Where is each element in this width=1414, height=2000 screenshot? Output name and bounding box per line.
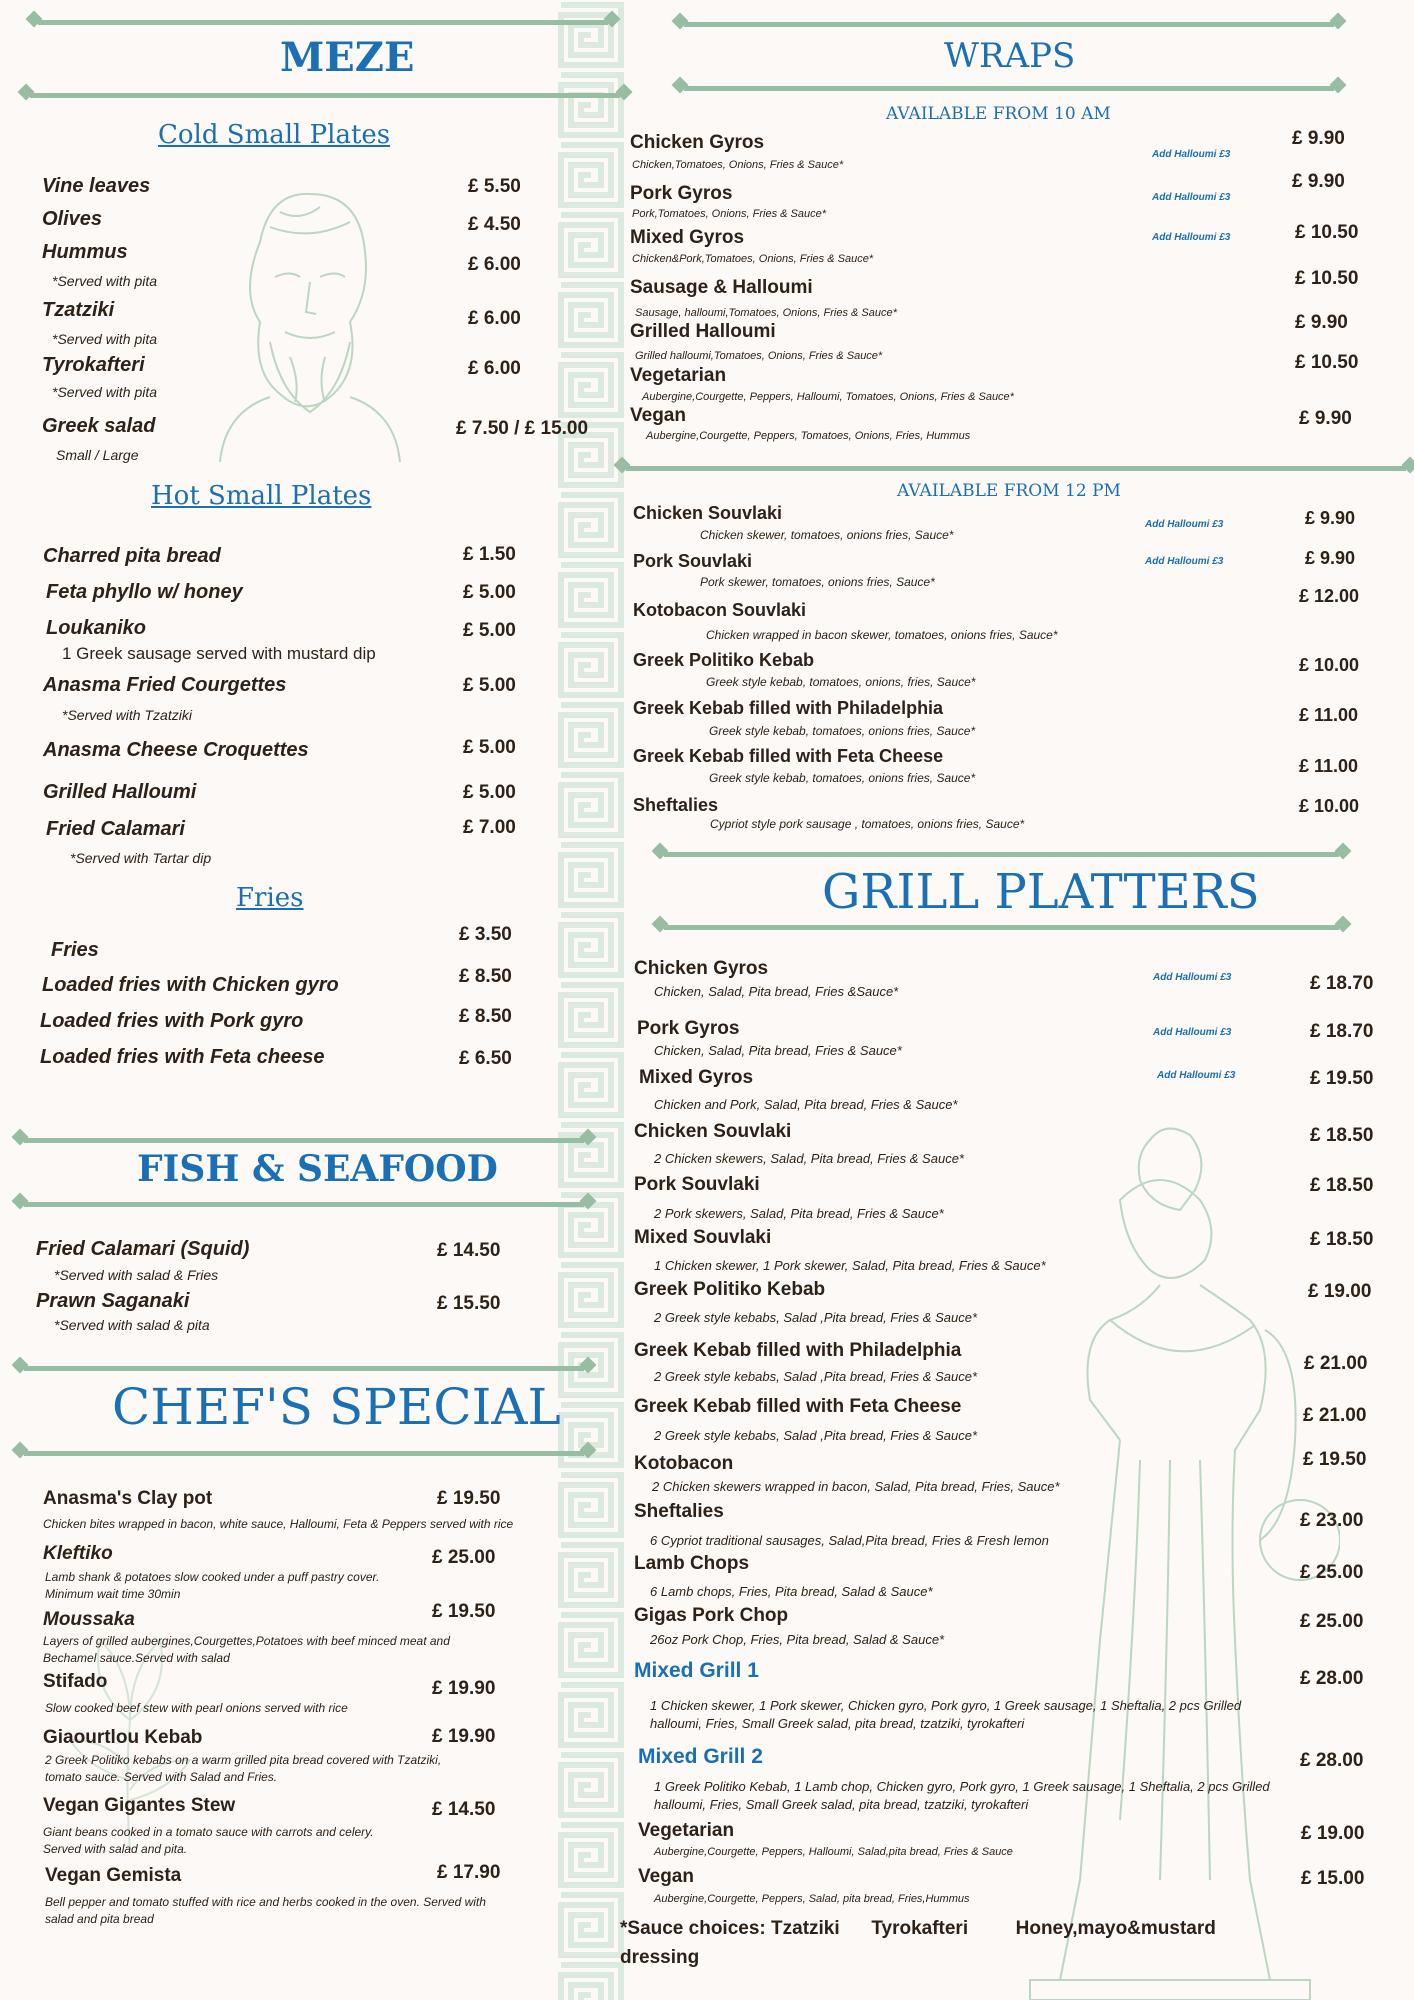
menu-item-price: £ 18.50 [1310, 1125, 1374, 1146]
menu-item-name: Greek Kebab filled with Feta Cheese [633, 746, 944, 766]
menu-item-price: £ 10.00 [1299, 655, 1360, 675]
menu-item-name: Chicken Souvlaki [633, 503, 783, 523]
menu-item-desc: 2 Chicken skewers wrapped in bacon, Salad, Pita bread, Fries, Sauce* [652, 1479, 1060, 1494]
grill-title: GRILL PLATTERS [822, 864, 1260, 920]
menu-item-name: Tyrokafteri [42, 354, 145, 376]
menu-item-price: £ 23.00 [1300, 1510, 1364, 1531]
menu-item-price: £ 11.00 [1299, 705, 1359, 725]
menu-item-name: Greek Politiko Kebab [633, 650, 815, 670]
menu-item-desc: Aubergine,Courgette, Peppers, Halloumi, Salad,pita bread, Fries & Sauce [654, 1846, 1013, 1858]
menu-item-name: Mixed Grill 1 [634, 1659, 759, 1682]
menu-item-name: Fried Calamari [46, 818, 185, 840]
menu-item-name: Prawn Saganaki [36, 1290, 190, 1312]
add-halloumi-label: Add Halloumi £3 [1153, 972, 1232, 983]
menu-item-desc: 2 Greek style kebabs, Salad ,Pita bread, Fries & Sauce* [654, 1369, 978, 1384]
menu-item-desc: 2 Chicken skewers, Salad, Pita bread, Fries & Sauce* [654, 1151, 964, 1166]
menu-item-desc: Pork,Tomatoes, Onions, Fries & Sauce* [632, 208, 827, 220]
menu-item-price: £ 10.00 [1299, 796, 1360, 816]
menu-item-name: Sausage & Halloumi [630, 277, 813, 298]
menu-item-desc: 1 Greek Politiko Kebab, 1 Lamb chop, Chicken gyro, Pork gyro, 1 Greek sausage, 1 Sheftalia, 2 pcs Grilled halloumi, Fries, Small Greek salad, pita bread, tzatziki, tyrokafteri [654, 1779, 1270, 1812]
menu-item-desc: Cypriot style pork sausage , tomatoes, onions fries, Sauce* [710, 817, 1025, 831]
menu-item-desc: Bell pepper and tomato stuffed with rice and herbs cooked in the oven. Served with salad and pita bread [45, 1895, 486, 1926]
menu-item-name: Pork Gyros [637, 1018, 740, 1039]
menu-item-price: £ 5.00 [463, 620, 516, 641]
menu-item-desc: Sausage, halloumi,Tomatoes, Onions, Fries & Sauce* [635, 307, 897, 319]
menu-item-price: £ 28.00 [1300, 1668, 1364, 1689]
menu-item-name: Vegan [630, 405, 686, 426]
menu-item-price: £ 9.90 [1299, 408, 1352, 429]
menu-item-price: £ 21.00 [1304, 1353, 1368, 1374]
menu-item-price: £ 6.00 [468, 308, 521, 329]
menu-item-price: £ 15.00 [1301, 1868, 1365, 1889]
menu-item-price: £ 19.50 [1310, 1068, 1374, 1089]
chef-title: CHEF'S SPECIAL [112, 1378, 561, 1436]
menu-item-desc: Chicken bites wrapped in bacon, white sauce, Halloumi, Feta & Peppers served with rice [43, 1517, 514, 1531]
menu-item-name: Kotobacon [634, 1453, 734, 1474]
menu-item-name: Stifado [43, 1671, 108, 1692]
menu-item-note: *Served with Tzatziki [62, 707, 192, 723]
menu-item-name: Charred pita bread [43, 545, 221, 567]
menu-item-name: Mixed Gyros [639, 1067, 754, 1088]
menu-item-name: Chicken Souvlaki [634, 1121, 792, 1142]
menu-item-desc: Chicken skewer, tomatoes, onions fries, Sauce* [700, 528, 954, 542]
add-halloumi-label: Add Halloumi £3 [1145, 519, 1224, 530]
add-halloumi-label: Add Halloumi £3 [1157, 1070, 1236, 1081]
add-halloumi-label: Add Halloumi £3 [1153, 1027, 1232, 1038]
menu-item-desc: 6 Cypriot traditional sausages, Salad,Pita bread, Fries & Fresh lemon [650, 1533, 1049, 1548]
menu-item-price: £ 10.50 [1295, 222, 1359, 243]
hot-plates-heading: Hot Small Plates [151, 481, 372, 511]
menu-item-note: *Served with salad & pita [54, 1317, 210, 1333]
menu-item-name: Grilled Halloumi [630, 321, 776, 342]
menu-item-price: £ 18.70 [1310, 973, 1374, 994]
menu-item-price: £ 9.90 [1295, 312, 1348, 333]
menu-item-note: *Served with pita [52, 384, 158, 400]
menu-item-price: £ 7.50 / £ 15.00 [456, 418, 589, 439]
add-halloumi-label: Add Halloumi £3 [1152, 192, 1231, 203]
menu-item-desc: Greek style kebab, tomatoes, onions fries, Sauce* [709, 724, 976, 738]
menu-item-desc: Chicken, Salad, Pita bread, Fries &Sauce* [654, 984, 899, 999]
menu-item-name: Vegetarian [638, 1820, 735, 1841]
menu-item-price: £ 6.00 [468, 254, 521, 275]
menu-item-price: £ 9.90 [1305, 548, 1356, 568]
menu-item-name: Chicken Gyros [630, 132, 765, 153]
menu-item-note: *Served with Tartar dip [70, 850, 212, 866]
menu-item-price: £ 10.50 [1295, 352, 1359, 373]
greek-key-border [556, 0, 626, 2000]
menu-item-price: £ 19.90 [432, 1678, 496, 1699]
menu-item-desc: Pork skewer, tomatoes, onions fries, Sauce* [700, 575, 935, 589]
menu-item-desc: Chicken,Tomatoes, Onions, Fries & Sauce* [632, 159, 844, 171]
menu-item-name: Greek salad [42, 415, 156, 437]
menu-item-name: Hummus [42, 241, 128, 263]
menu-item-price: £ 19.00 [1308, 1281, 1372, 1302]
divider [24, 1138, 584, 1143]
divider [626, 466, 1406, 471]
menu-item-name: Gigas Pork Chop [634, 1605, 789, 1626]
menu-item-name: Anasma's Clay pot [43, 1488, 213, 1509]
menu-item-price: £ 25.00 [1300, 1562, 1364, 1583]
menu-item-desc: Aubergine,Courgette, Peppers, Salad, pita bread, Fries,Hummus [654, 1893, 970, 1905]
menu-item-price: £ 5.00 [463, 675, 516, 696]
menu-item-price: £ 28.00 [1300, 1750, 1364, 1771]
menu-item-name: Fries [51, 939, 99, 961]
menu-item-desc: 1 Chicken skewer, 1 Pork skewer, Chicken gyro, Pork gyro, 1 Greek sausage, 1 Sheftalia, 2 pcs Grilled halloumi, Fries, Small Greek salad, pita bread, tzatziki, tyrokafteri [650, 1698, 1242, 1731]
add-halloumi-label: Add Halloumi £3 [1152, 149, 1231, 160]
menu-item-name: Giaourtlou Kebab [43, 1727, 203, 1748]
menu-item-price: £ 8.50 [459, 1006, 512, 1027]
divider [24, 1202, 584, 1207]
menu-item-desc: Aubergine,Courgette, Peppers, Halloumi, Tomatoes, Onions, Fries & Sauce* [642, 391, 1014, 403]
menu-item-desc: Greek style kebab, tomatoes, onions fries, Sauce* [709, 771, 976, 785]
menu-item-price: £ 21.00 [1303, 1405, 1367, 1426]
menu-item-price: £ 18.50 [1310, 1229, 1374, 1250]
menu-item-desc: Giant beans cooked in a tomato sauce with carrots and celery. Served with salad and pita. [43, 1825, 374, 1856]
menu-item-name: Anasma Cheese Croquettes [43, 739, 309, 761]
menu-item-desc: Slow cooked beef stew with pearl onions served with rice [45, 1701, 348, 1715]
menu-item-name: Chicken Gyros [634, 958, 769, 979]
menu-item-price: £ 19.50 [432, 1601, 496, 1622]
menu-item-price: £ 4.50 [468, 214, 521, 235]
menu-item-desc: 2 Greek Politiko kebabs on a warm grilled pita bread covered with Tzatziki, tomato sauce. Served with Salad and Fries. [45, 1753, 442, 1784]
menu-item-name: Fried Calamari (Squid) [36, 1238, 250, 1260]
menu-item-desc: 26oz Pork Chop, Fries, Pita bread, Salad & Sauce* [650, 1632, 945, 1647]
menu-item-price: £ 25.00 [432, 1547, 496, 1568]
menu-item-name: Vegetarian [630, 365, 727, 386]
menu-item-desc: 2 Pork skewers, Salad, Pita bread, Fries & Sauce* [654, 1206, 944, 1221]
menu-item-note: Small / Large [56, 447, 139, 463]
menu-item-name: Pork Gyros [630, 183, 733, 204]
menu-item-name: Olives [42, 208, 103, 230]
menu-item-price: £ 1.50 [463, 544, 516, 565]
menu-item-price: £ 11.00 [1299, 756, 1359, 776]
athena-statue-illustration [1000, 1120, 1340, 2000]
menu-item-name: Vegan Gemista [45, 1865, 182, 1886]
menu-item-name: Loukaniko [46, 617, 147, 639]
sauce-choices-note-continued: dressing [620, 1947, 700, 1968]
menu-item-name: Loaded fries with Chicken gyro [42, 974, 339, 996]
menu-item-desc: Greek style kebab, tomatoes, onions, fries, Sauce* [706, 675, 976, 689]
menu-item-price: £ 19.50 [1303, 1449, 1367, 1470]
menu-item-name: Vegan Gigantes Stew [43, 1795, 236, 1816]
fries-heading: Fries [236, 883, 304, 913]
menu-item-price: £ 9.90 [1305, 508, 1356, 528]
menu-item-price: £ 19.90 [432, 1726, 496, 1747]
menu-item-name: Pork Souvlaki [633, 551, 753, 571]
divider [24, 1366, 584, 1371]
menu-item-price: £ 5.50 [468, 176, 521, 197]
divider [664, 925, 1339, 930]
menu-item-price: £ 9.90 [1292, 171, 1345, 192]
menu-item-desc: Chicken&Pork,Tomatoes, Onions, Fries & Sauce* [632, 253, 874, 265]
menu-item-price: £ 7.00 [463, 817, 516, 838]
divider [664, 852, 1339, 857]
menu-item-price: £ 15.50 [437, 1293, 501, 1314]
menu-item-name: Pork Souvlaki [634, 1174, 760, 1195]
menu-item-desc: Chicken wrapped in bacon skewer, tomatoes, onions fries, Sauce* [706, 628, 1058, 642]
menu-item-name: Loaded fries with Pork gyro [40, 1010, 304, 1032]
availability-label: AVAILABLE FROM 10 AM [886, 104, 1111, 124]
menu-item-name: Vegan [638, 1866, 694, 1887]
menu-item-note: *Served with salad & Fries [54, 1267, 219, 1283]
menu-item-price: £ 12.00 [1299, 586, 1360, 606]
cold-plates-heading: Cold Small Plates [158, 120, 391, 150]
menu-item-price: £ 14.50 [432, 1799, 496, 1820]
menu-item-desc: 1 Chicken skewer, 1 Pork skewer, Salad, Pita bread, Fries & Sauce* [654, 1258, 1046, 1273]
divider [38, 20, 608, 25]
menu-item-name: Mixed Souvlaki [634, 1227, 772, 1248]
menu-item-price: £ 17.90 [437, 1862, 501, 1883]
menu-item-desc: 2 Greek style kebabs, Salad ,Pita bread, Fries & Sauce* [654, 1428, 978, 1443]
menu-item-name: Feta phyllo w/ honey [46, 581, 243, 603]
menu-item-note: *Served with pita [52, 273, 158, 289]
menu-item-price: £ 25.00 [1300, 1611, 1364, 1632]
menu-item-name: Greek Politiko Kebab [634, 1279, 826, 1300]
menu-item-price: £ 19.50 [437, 1488, 501, 1509]
menu-item-name: Mixed Grill 2 [638, 1745, 763, 1768]
menu-item-name: Vine leaves [42, 175, 151, 197]
menu-item-desc: Aubergine,Courgette, Peppers, Tomatoes, Onions, Fries, Hummus [646, 430, 971, 442]
menu-item-name: Moussaka [43, 1609, 135, 1630]
menu-item-desc: 2 Greek style kebabs, Salad ,Pita bread, Fries & Sauce* [654, 1310, 978, 1325]
menu-item-name: Loaded fries with Feta cheese [40, 1046, 325, 1068]
menu-item-desc: Lamb shank & potatoes slow cooked under a puff pastry cover. Minimum wait time 30min [45, 1570, 380, 1601]
menu-item-note: 1 Greek sausage served with mustard dip [62, 644, 376, 663]
add-halloumi-label: Add Halloumi £3 [1145, 556, 1224, 567]
menu-item-desc: 6 Lamb chops, Fries, Pita bread, Salad & Sauce* [650, 1584, 933, 1599]
menu-item-desc: Chicken, Salad, Pita bread, Fries & Sauce* [654, 1043, 902, 1058]
menu-item-desc: Layers of grilled aubergines,Courgettes,Potatoes with beef minced meat and Bechamel sauce.Served with salad [43, 1634, 450, 1665]
add-halloumi-label: Add Halloumi £3 [1152, 232, 1231, 243]
menu-item-name: Lamb Chops [634, 1553, 750, 1574]
menu-item-name: Kleftiko [43, 1543, 113, 1564]
menu-item-price: £ 8.50 [459, 966, 512, 987]
fish-title: FISH & SEAFOOD [137, 1148, 498, 1190]
divider [684, 86, 1334, 91]
divider [30, 93, 620, 98]
menu-item-price: £ 5.00 [463, 737, 516, 758]
menu-item-price: £ 18.50 [1310, 1175, 1374, 1196]
menu-item-name: Tzatziki [42, 299, 115, 321]
divider [24, 1451, 584, 1456]
menu-item-desc: Grilled halloumi,Tomatoes, Onions, Fries & Sauce* [635, 350, 883, 362]
zeus-bust-illustration [200, 182, 415, 462]
menu-item-name: Greek Kebab filled with Philadelphia [633, 698, 944, 718]
menu-item-price: £ 18.70 [1310, 1021, 1374, 1042]
wraps-title: WRAPS [944, 36, 1076, 76]
menu-item-name: Kotobacon Souvlaki [633, 600, 807, 620]
menu-item-price: £ 19.00 [1301, 1823, 1365, 1844]
menu-item-name: Sheftalies [633, 795, 719, 815]
menu-item-price: £ 5.00 [463, 782, 516, 803]
meze-title: MEZE [280, 34, 415, 81]
sauce-choices-note: *Sauce choices: Tzatziki Tyrokafteri Honey,mayo&mustard [620, 1918, 1216, 1939]
menu-item-price: £ 6.00 [468, 358, 521, 379]
availability-label: AVAILABLE FROM 12 PM [897, 481, 1121, 501]
divider [684, 22, 1334, 27]
menu-item-name: Grilled Halloumi [43, 781, 197, 803]
menu-item-note: *Served with pita [52, 331, 158, 347]
menu-item-price: £ 9.90 [1292, 128, 1345, 149]
menu-item-price: £ 3.50 [459, 924, 512, 945]
menu-item-name: Greek Kebab filled with Philadelphia [634, 1340, 962, 1361]
menu-item-price: £ 14.50 [437, 1240, 501, 1261]
menu-item-price: £ 10.50 [1295, 268, 1359, 289]
menu-item-desc: Chicken and Pork, Salad, Pita bread, Fries & Sauce* [654, 1097, 958, 1112]
menu-item-price: £ 5.00 [463, 582, 516, 603]
menu-item-name: Anasma Fried Courgettes [43, 674, 287, 696]
menu-item-price: £ 6.50 [459, 1048, 512, 1069]
menu-item-name: Greek Kebab filled with Feta Cheese [634, 1396, 962, 1417]
menu-item-name: Mixed Gyros [630, 227, 745, 248]
menu-item-name: Sheftalies [634, 1501, 724, 1522]
